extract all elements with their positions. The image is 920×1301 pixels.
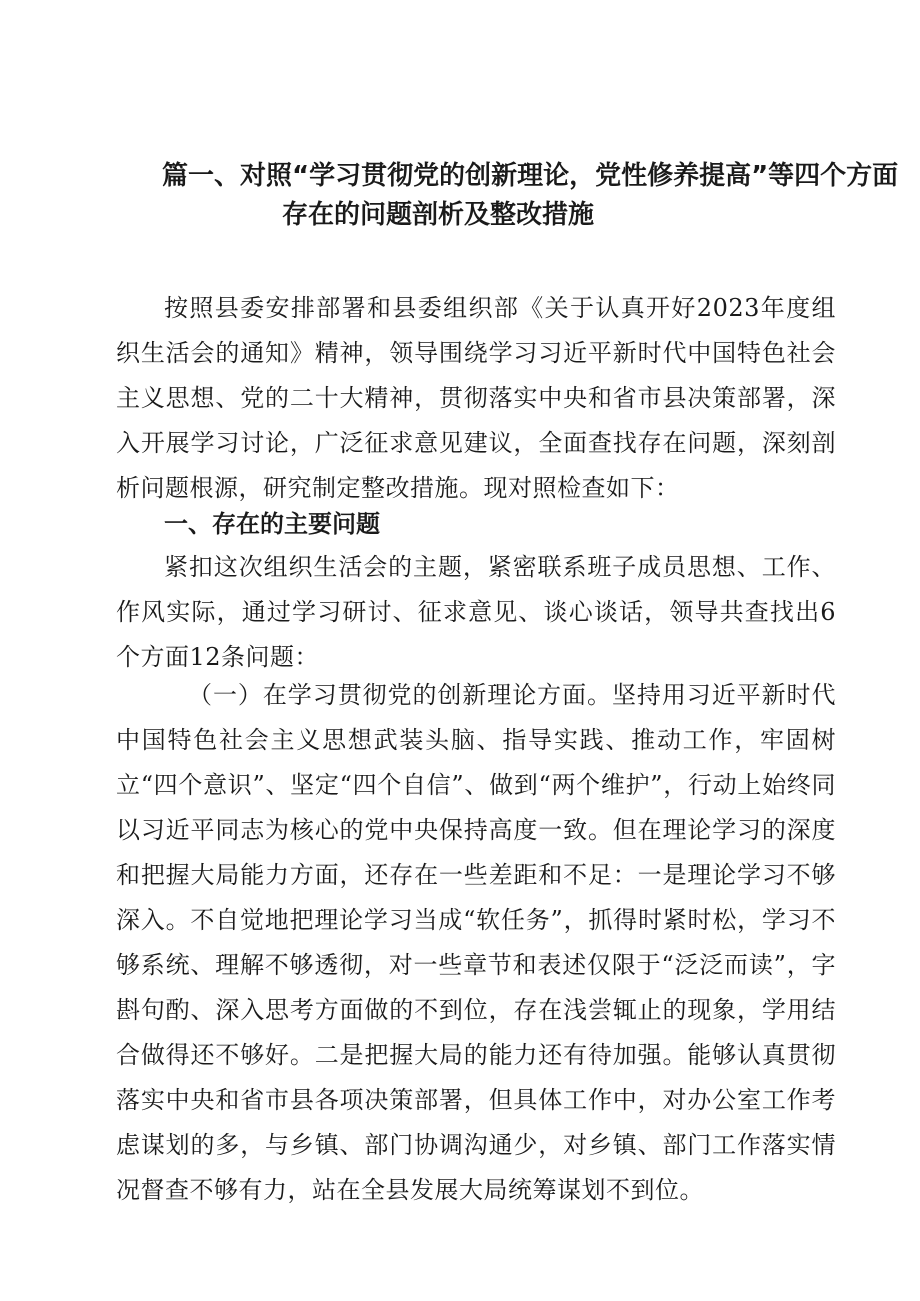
section-heading-main-problems: 一、存在的主要问题 <box>164 510 380 538</box>
document-title-line-2: 存在的问题剖析及整改措施 <box>282 200 595 230</box>
section-intro-paragraph: 紧扣这次组织生活会的主题，紧密联系班子成员思想、工作、作风实际，通过学习研讨、征求意见、谈心谈话，领导共查找出6个方面12条问题： <box>116 553 836 671</box>
document-title-line-1: 篇一、对照“学习贯彻党的创新理论，党性修养提高”等四个方面 <box>162 161 899 191</box>
intro-paragraph: 按照县委安排部署和县委组织部《关于认真开好2023年度组织生活会的通知》精神，领导围绕学习习近平新时代中国特色社会主义思想、党的二十大精神，贯彻落实中央和省市县决策部署，深入开展学习讨论，广泛征求意见建议，全面查找存在问题，深刻剖析问题根源，研究制定整改措施。现对照检查如下： <box>116 294 836 502</box>
item-1-paragraph: （一）在学习贯彻党的创新理论方面。坚持用习近平新时代中国特色社会主义思想武装头脑、指导实践、推动工作，牢固树立“四个意识”、坚定“四个自信”、做到“两个维护”，行动上始终同以习近平同志为核心的党中央保持高度一致。但在理论学习的深度和把握大局能力方面，还存在一些差距和不足：一是理论学习不够深入。不自觉地把理论学习当成“软任务”，抓得时紧时松，学习不够系统、理解不够透彻，对一些章节和表述仅限于“泛泛而读”，字斟句酌、深入思考方面做的不到位，存在浅尝辄止的现象，学用结合做得还不够好。二是把握大局的能力还有待加强。能够认真贯彻落实中央和省市县各项决策部署，但具体工作中，对办公室工作考虑谋划的多，与乡镇、部门协调沟通少，对乡镇、部门工作落实情况督查不够有力，站在全县发展大局统筹谋划不到位。 <box>116 681 836 1204</box>
